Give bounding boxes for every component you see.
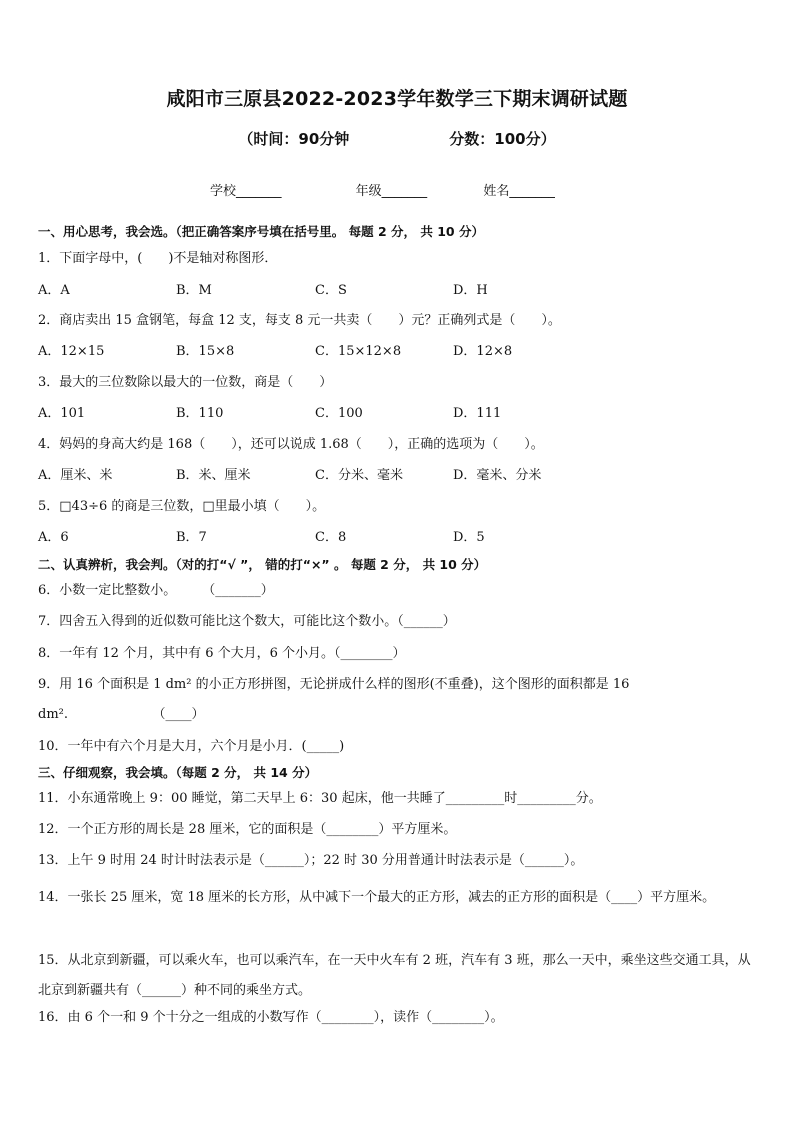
question-14: 14．一张长 25 厘米，宽 18 厘米的长方形，从中减下一个最大的正方形，减去的正方形的面积是（____）平方厘米。 xyxy=(38,890,716,905)
option-a[interactable]: A．12×15 xyxy=(38,344,105,359)
question-4: 4．妈妈的身高大约是 168（ ），还可以说成 1.68（ ），正确的选项为（ ）。 xyxy=(38,437,544,452)
grade-field[interactable]: 年级_______ xyxy=(355,184,428,199)
exam-meta xyxy=(0,128,794,149)
option-b[interactable]: B．米、厘米 xyxy=(176,468,251,483)
question-8: 8．一年有 12 个月，其中有 6 个大月，6 个小月。（________） xyxy=(38,646,406,661)
option-a[interactable]: A．101 xyxy=(38,406,86,421)
option-c[interactable]: C．15×12×8 xyxy=(315,344,402,359)
question-7: 7．四舍五入得到的近似数可能比这个数大，可能比这个数小。（______） xyxy=(38,614,456,629)
section-3-heading: 三、仔细观察，我会填。（每题 2 分， 共 14 分） xyxy=(38,765,318,780)
name-field[interactable]: 姓名_______ xyxy=(483,184,555,199)
school-field[interactable]: 学校_______ xyxy=(210,184,282,199)
option-b[interactable]: B．110 xyxy=(176,406,224,421)
option-a[interactable]: A．6 xyxy=(38,530,69,545)
option-c[interactable]: C．分米、毫米 xyxy=(315,468,403,483)
option-d[interactable]: D．毫米、分米 xyxy=(453,468,542,483)
option-c[interactable]: C．100 xyxy=(315,406,363,421)
question-3: 3．最大的三位数除以最大的一位数，商是（ ） xyxy=(38,375,333,390)
option-c[interactable]: C．8 xyxy=(315,530,347,545)
option-a[interactable]: A．A xyxy=(38,283,70,298)
option-d[interactable]: D．H xyxy=(453,283,488,298)
question-12: 12．一个正方形的周长是 28 厘米，它的面积是（________）平方厘米。 xyxy=(38,822,457,837)
question-10: 10．一年中有六个月是大月，六个月是小月．(_____) xyxy=(38,739,345,754)
question-5: 5．□43÷6 的商是三位数，□里最小填（ ）。 xyxy=(38,499,326,514)
total-score: 分数：100分） xyxy=(449,130,556,148)
option-c[interactable]: C．S xyxy=(315,283,347,298)
option-d[interactable]: D．111 xyxy=(453,406,502,421)
question-16: 16．由 6 个一和 9 个十分之一组成的小数写作（________），读作（________）。 xyxy=(38,1010,504,1025)
question-2: 2．商店卖出 15 盒钢笔，每盒 12 支，每支 8 元一共卖（ ）元？正确列式是（ ）。 xyxy=(38,313,561,328)
option-d[interactable]: D．12×8 xyxy=(453,344,513,359)
option-d[interactable]: D．5 xyxy=(453,530,485,545)
option-b[interactable]: B．15×8 xyxy=(176,344,235,359)
student-info xyxy=(210,180,555,199)
page-title: 咸阳市三原县2022-2023学年数学三下期末调研试题 xyxy=(166,88,628,110)
question-1: 1．下面字母中，( )不是轴对称图形． xyxy=(38,251,278,266)
question-15: 15．从北京到新疆，可以乘火车，也可以乘汽车，在一天中火车有 2 班，汽车有 3 班，那么一天中，乘坐这些交通工具，从北京到新疆共有（______）种不同的乘坐方式。 xyxy=(38,953,751,998)
section-2-heading: 二、认真辨析，我会判。（对的打“√ ”， 错的打“×” 。 每题 2 分， 共 10 分） xyxy=(38,557,487,572)
question-9-line-2: dm². （____） xyxy=(38,707,205,722)
question-6: 6．小数一定比整数小。 （_______） xyxy=(38,583,274,598)
question-13: 13．上午 9 时用 24 时计时法表示是（______）；22 时 30 分用普通计时法表示是（______）。 xyxy=(38,853,584,868)
option-b[interactable]: B．M xyxy=(176,283,212,298)
option-b[interactable]: B．7 xyxy=(176,530,207,545)
option-a[interactable]: A．厘米、米 xyxy=(38,468,113,483)
section-1-heading: 一、用心思考，我会选。（把正确答案序号填在括号里。 每题 2 分， 共 10 分） xyxy=(38,224,484,239)
time-limit: （时间：90分钟 xyxy=(238,130,350,148)
question-9-line-1: 9．用 16 个面积是 1 dm² 的小正方形拼图，无论拼成什么样的图形(不重叠)，这个图形的面积都是 16 xyxy=(38,677,630,692)
question-11: 11．小东通常晚上 9：00 睡觉，第二天早上 6：30 起床，他一共睡了_________时_________分。 xyxy=(38,791,602,806)
